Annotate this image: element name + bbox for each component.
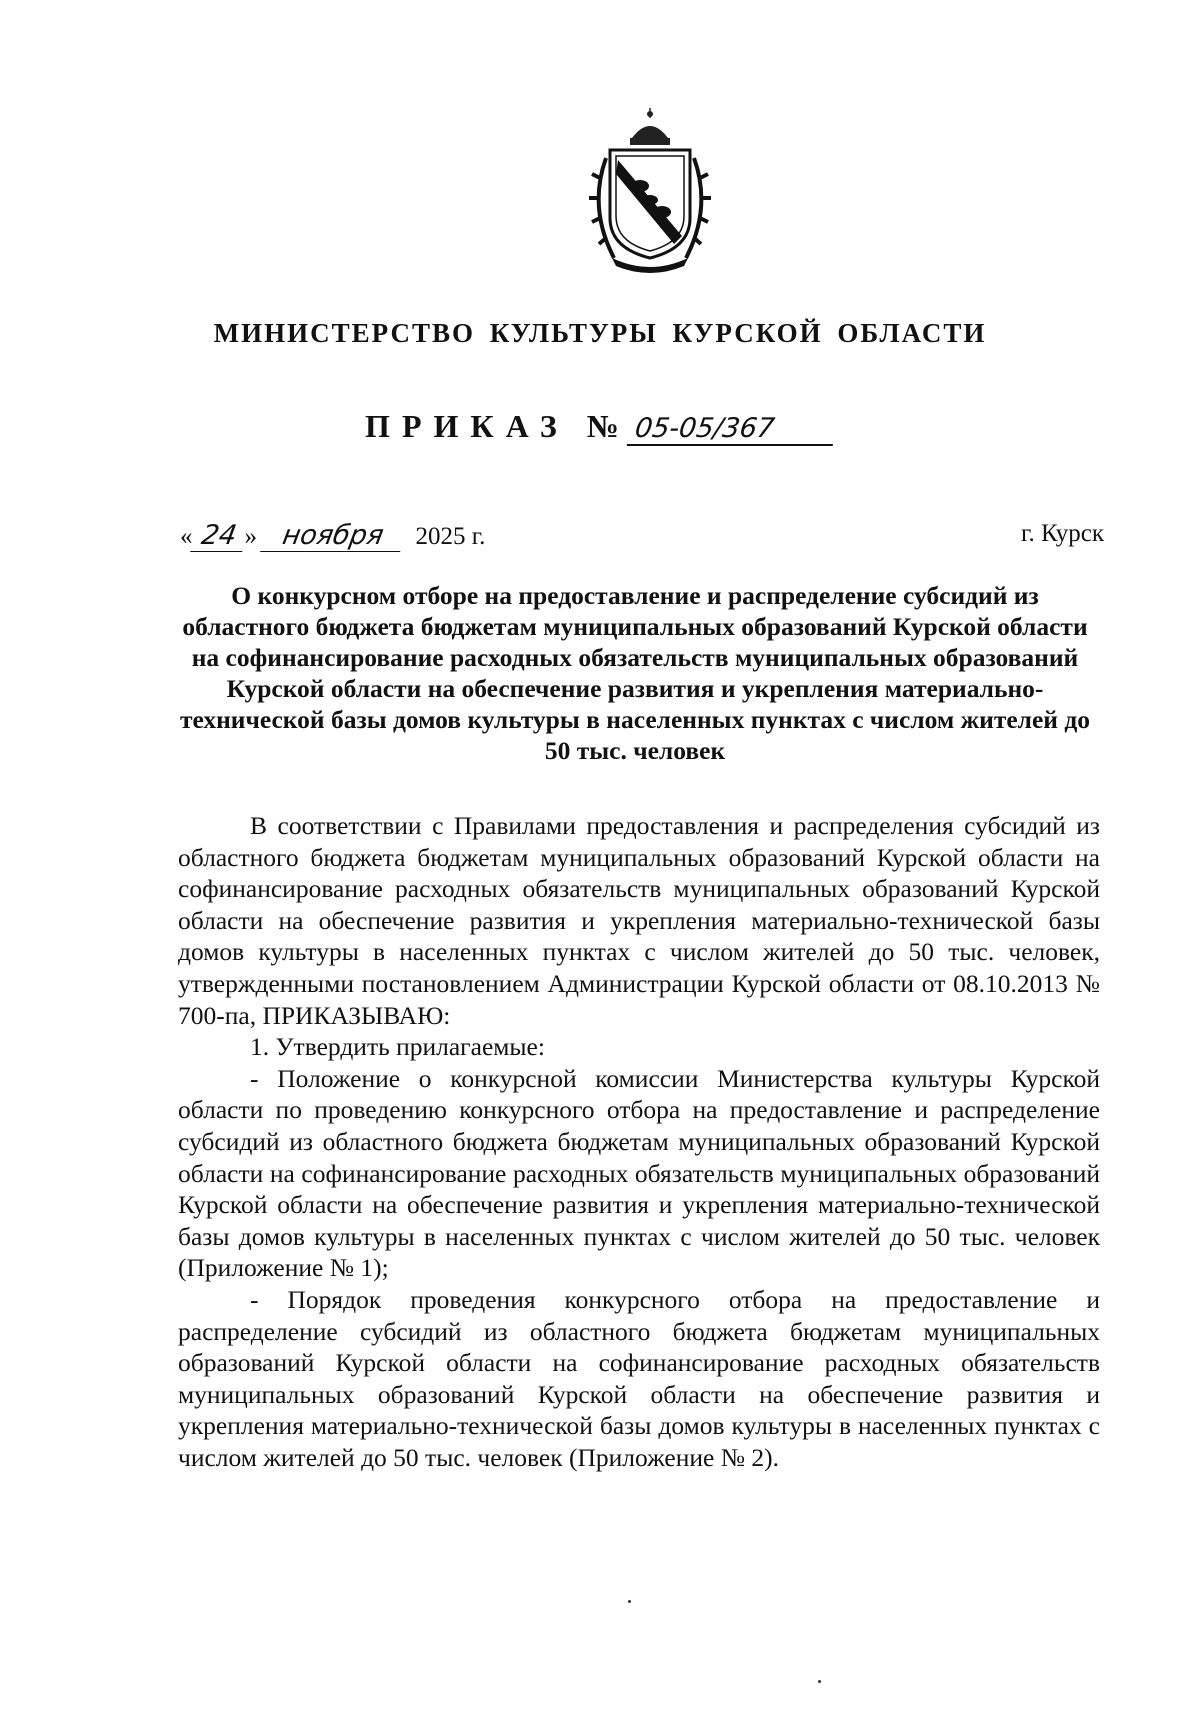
date-month-handwritten: ноября — [260, 520, 406, 552]
preamble-paragraph: В соответствии с Правилами предоставления и распределения субсидий из областного бюджета бюджетам муниципальных образований Курской области на софинансирование расходных обязательств муниципальных образований Курской области на обеспечение развития и укрепления материально-технической базы домов культуры в населенных пунктах с числом жителей до 50 тыс. человек, утвержденными постановлением Администрации Курской области от 08.10.2013 № 700-па, ПРИКАЗЫВАЮ: — [178, 811, 1100, 1030]
order-number-sign: № — [586, 408, 621, 444]
item-1-heading: 1. Утвердить прилагаемые: — [250, 1032, 545, 1062]
date-day-handwritten: 24 — [190, 520, 248, 552]
order-date — [180, 520, 485, 552]
order-word: ПРИКАЗ — [365, 408, 569, 444]
sub-item-2: - Порядок проведения конкурсного отбора на предоставление и распределение субсидий из областного бюджета бюджетам муниципальных образований Курской области на софинансирование расходных обязательств муниципальных образований Курской области на обеспечение развития и укрепления материально-технической базы домов культуры в населенных пунктах с числом жителей до 50 тыс. человек (Приложение № 2). — [178, 1284, 1100, 1472]
kursk-region-coat-of-arms-icon — [570, 108, 730, 278]
ministry-name: МИНИСТЕРСТВО КУЛЬТУРЫ КУРСКОЙ ОБЛАСТИ — [213, 318, 987, 348]
order-heading — [0, 408, 1200, 446]
scan-speck — [818, 1680, 821, 1683]
order-body — [178, 810, 1100, 1473]
scan-speck — [628, 1600, 631, 1603]
order-number-handwritten: 05-05/367 — [627, 413, 838, 446]
date-close-quote: » — [244, 523, 257, 550]
city: г. Курск — [1021, 520, 1104, 547]
order-title: О конкурсном отборе на предоставление и распределение субсидий из областного бюджета бюджетам муниципальных образований Курской области на софинансирование расходных обязательств муниципальных образований Курской области на обеспечение развития и укрепления материально-технической базы домов культуры в населенных пунктах с числом жителей до 50 тыс. человек — [179, 581, 1091, 765]
date-open-quote: « — [180, 523, 193, 550]
date-year: 2025 г. — [415, 523, 486, 550]
sub-item-1: - Положение о конкурсной комиссии Министерства культуры Курской области по проведению конкурсного отбора на предоставление и распределение субсидий из областного бюджета бюджетам муниципальных образований Курской области на софинансирование расходных обязательств муниципальных образований Курской области на обеспечение развития и укрепления материально-технической базы домов культуры в населенных пунктах с числом жителей до 50 тыс. человек (Приложение № 1); — [178, 1063, 1100, 1283]
